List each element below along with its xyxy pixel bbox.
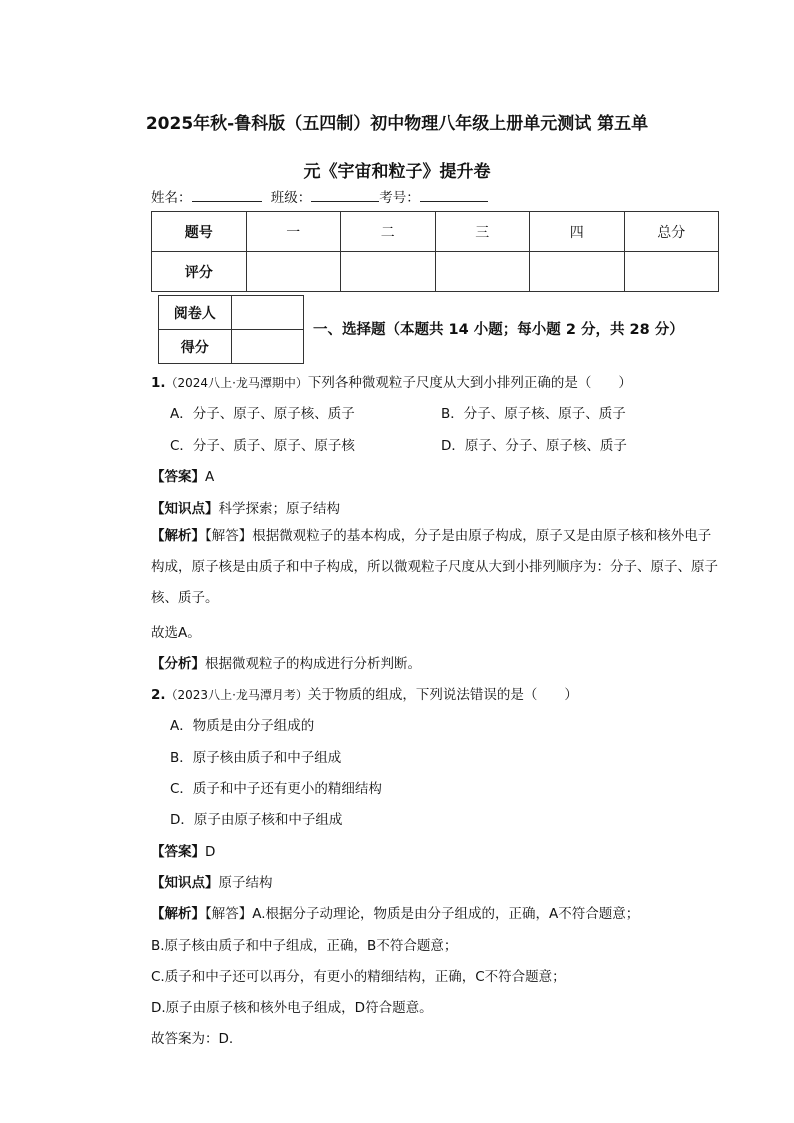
analysis-tag: 【解析】 [151,528,205,544]
question-source: （2023八上·龙马潭月考） [165,688,308,702]
title-line-1: 2025年秋-鲁科版（五四制）初中物理八年级上册单元测试 第五单 [145,114,649,134]
option-c: C．质子和中子还有更小的精细结构 [170,781,382,797]
score-table [151,211,719,292]
score-header-cell: 题号 [152,212,247,252]
score-header-cell: 二 [341,212,436,252]
knowledge-point-value: 原子结构 [218,875,273,891]
knowledge-point-value: 科学探索；原子结构 [218,501,340,517]
score-table-score-row [152,252,719,292]
question-number: 2. [151,687,166,703]
q2-answer [151,840,215,860]
name-label: 姓名： [151,190,192,206]
q2-analysis-line-5: 故答案为：D. [151,1031,234,1047]
option-c: C．分子、质子、原子、原子核 [170,438,355,454]
class-blank[interactable] [311,189,379,202]
answer-value: A [205,469,215,485]
knowledge-point-tag: 【知识点】 [151,875,219,891]
exam-no-label: 考号： [379,190,420,206]
section-score-label: 得分 [159,330,232,364]
name-blank[interactable] [192,189,262,202]
section-score-cell[interactable] [231,330,304,364]
q1-fenxi [151,652,421,672]
answer-tag: 【答案】 [151,844,205,860]
q2-analysis-line-2: B.原子核由质子和中子组成，正确，B不符合题意； [151,938,458,954]
student-info-row [151,186,488,206]
section-title: 一、选择题（本题共 14 小题；每小题 2 分，共 28 分） [313,322,684,338]
fenxi-text: 根据微观粒子的构成进行分析判断。 [205,656,421,672]
score-header-cell: 三 [435,212,530,252]
analysis-tag: 【解析】 [151,906,205,922]
score-cell[interactable] [624,252,719,292]
option-d: D．原子由原子核和中子组成 [170,812,343,828]
option-d: D．原子、分子、原子核、质子 [441,438,627,454]
score-cell[interactable] [435,252,530,292]
analysis-text: 【解答】A.根据分子动理论，物质是由分子组成的，正确，A不符合题意； [205,906,640,922]
knowledge-point-tag: 【知识点】 [151,501,219,517]
answer-tag: 【答案】 [151,469,205,485]
q2-knowledge-point [151,871,273,891]
option-b: B．分子、原子核、原子、质子 [441,406,626,422]
exam-no-blank[interactable] [420,189,488,202]
title-line-2: 元《宇宙和粒子》提升卷 [303,162,491,182]
option-a: A．分子、原子、原子核、质子 [170,406,355,422]
q2-analysis-line-1 [151,902,639,922]
score-cell[interactable] [246,252,341,292]
reviewer-label: 阅卷人 [159,296,232,330]
score-header-cell: 四 [530,212,625,252]
score-header-cell: 总分 [624,212,719,252]
document-title [120,100,674,196]
q2-analysis-line-3: C.质子和中子还可以再分，有更小的精细结构，正确，C不符合题意； [151,969,566,985]
grader-table [158,295,304,364]
question-source: （2024八上·龙马潭期中） [165,376,308,390]
class-label: 班级： [270,190,312,206]
option-a: A．物质是由分子组成的 [170,718,315,734]
reviewer-cell[interactable] [231,296,304,330]
analysis-text: 【解答】根据微观粒子的基本构成，分子是由原子构成，原子又是由原子核和核外电子构成，原子核是由质子和中子构成，所以微观粒子尺度从大到小排列顺序为：分子、原子、原子核、质子。 [151,528,718,606]
question-number: 1. [151,375,166,391]
q1-knowledge-point [151,497,340,517]
score-table-header-row [152,212,719,252]
option-b: B．原子核由质子和中子组成 [170,750,342,766]
q1-choice: 故选A。 [151,625,201,641]
fenxi-tag: 【分析】 [151,656,205,672]
q1-answer [151,465,214,485]
question-2-stem [151,683,578,703]
q2-analysis-line-4: D.原子由原子核和核外电子组成，D符合题意。 [151,1000,433,1016]
question-1-stem [151,371,632,391]
question-text: 下列各种微观粒子尺度从大到小排列正确的是（ ） [307,375,632,391]
score-cell[interactable] [341,252,436,292]
question-text: 关于物质的组成，下列说法错误的是（ ） [307,687,578,703]
score-header-cell: 一 [246,212,341,252]
q1-analysis [151,521,723,614]
score-row-label: 评分 [152,252,247,292]
score-cell[interactable] [530,252,625,292]
answer-value: D [205,844,216,860]
